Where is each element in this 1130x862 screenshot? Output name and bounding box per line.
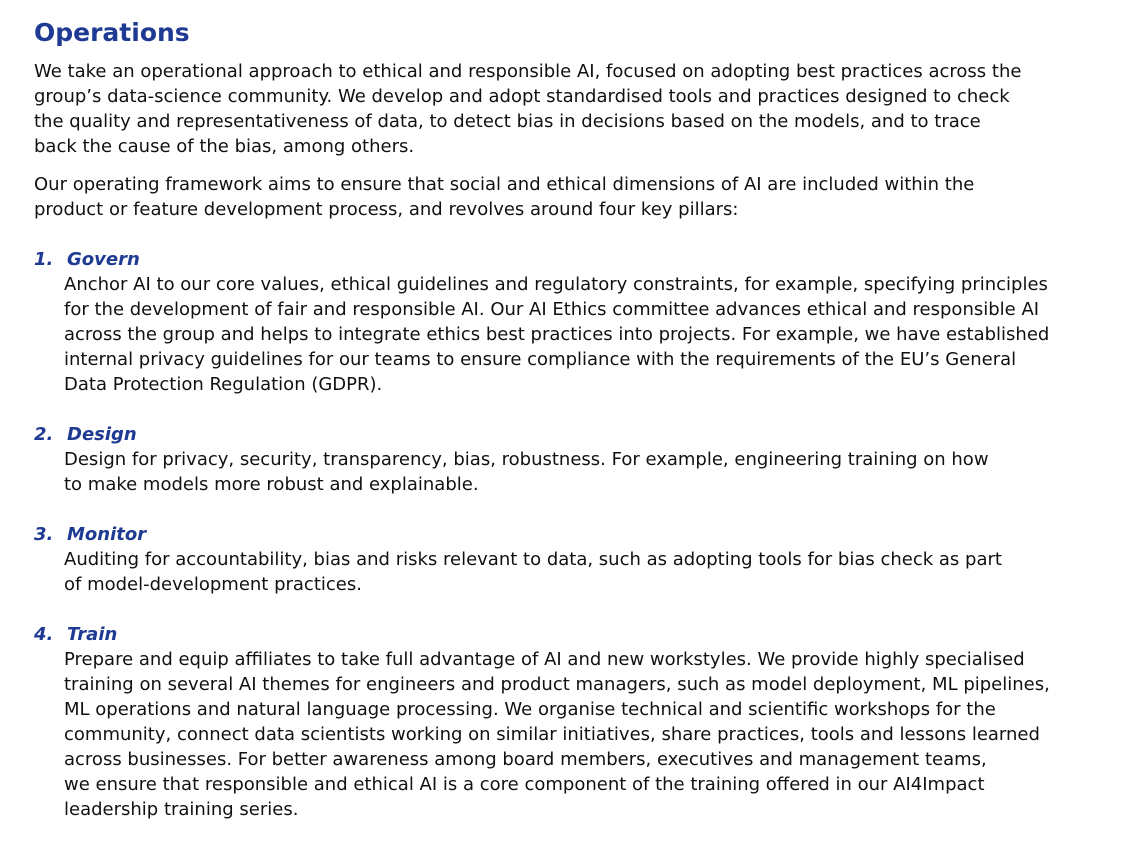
pillar-number: 3. xyxy=(34,524,54,545)
pillar-heading xyxy=(34,522,1109,547)
page-title: Operations xyxy=(34,18,190,47)
pillar-heading xyxy=(34,247,1109,272)
pillar-description: Prepare and equip affiliates to take full advantage of AI and new workstyles. We provide highly specialised training on several AI themes for engineers and product managers, such as model deployment, ML pipelines, ML operations and natural language processing. We organise technical and scientific workshops for the community, connect data scientists working on similar initiatives, share practices, tools and lessons learned across businesses. For better awareness among board members, executives and management teams, we ensure that responsible and ethical AI is a core component of the training offered in our AI4Impact leadership training series. xyxy=(64,649,1050,820)
pillar-monitor xyxy=(34,522,1109,597)
pillar-number: 4. xyxy=(34,624,54,645)
pillar-description: Auditing for accountability, bias and risks relevant to data, such as adopting tools for bias check as part of model-development practices. xyxy=(64,549,1002,595)
pillar-heading xyxy=(34,622,1109,647)
pillar-design xyxy=(34,422,1109,497)
pillar-train xyxy=(34,622,1109,822)
pillar-heading xyxy=(34,422,1109,447)
pillar-description: Design for privacy, security, transparency, bias, robustness. For example, engineering training on how to make models more robust and explainable. xyxy=(64,449,989,495)
document-page xyxy=(34,15,1109,822)
pillar-title: Train xyxy=(67,624,118,645)
pillar-description: Anchor AI to our core values, ethical guidelines and regulatory constraints, for example, specifying principles for the development of fair and responsible AI. Our AI Ethics committee advances ethical and responsible AI across the group and helps to integrate ethics best practices into projects. For example, we have established internal privacy guidelines for our teams to ensure compliance with the requirements of the EU’s General Data Protection Regulation (GDPR). xyxy=(64,274,1050,395)
intro-paragraph-1: We take an operational approach to ethical and responsible AI, focused on adopting best practices across the group’s data-science community. We develop and adopt standardised tools and practices designed to check the quality and representativeness of data, to detect bias in decisions based on the models, and to trace back the cause of the bias, among others. xyxy=(34,61,1022,157)
pillar-number: 1. xyxy=(34,249,54,270)
pillar-title: Design xyxy=(67,424,137,445)
intro-paragraph-2: Our operating framework aims to ensure that social and ethical dimensions of AI are included within the product or feature development process, and revolves around four key pillars: xyxy=(34,174,975,220)
pillar-title: Monitor xyxy=(67,524,147,545)
pillars-list xyxy=(34,247,1109,822)
pillar-title: Govern xyxy=(67,249,140,270)
pillar-govern xyxy=(34,247,1109,397)
pillar-number: 2. xyxy=(34,424,54,445)
